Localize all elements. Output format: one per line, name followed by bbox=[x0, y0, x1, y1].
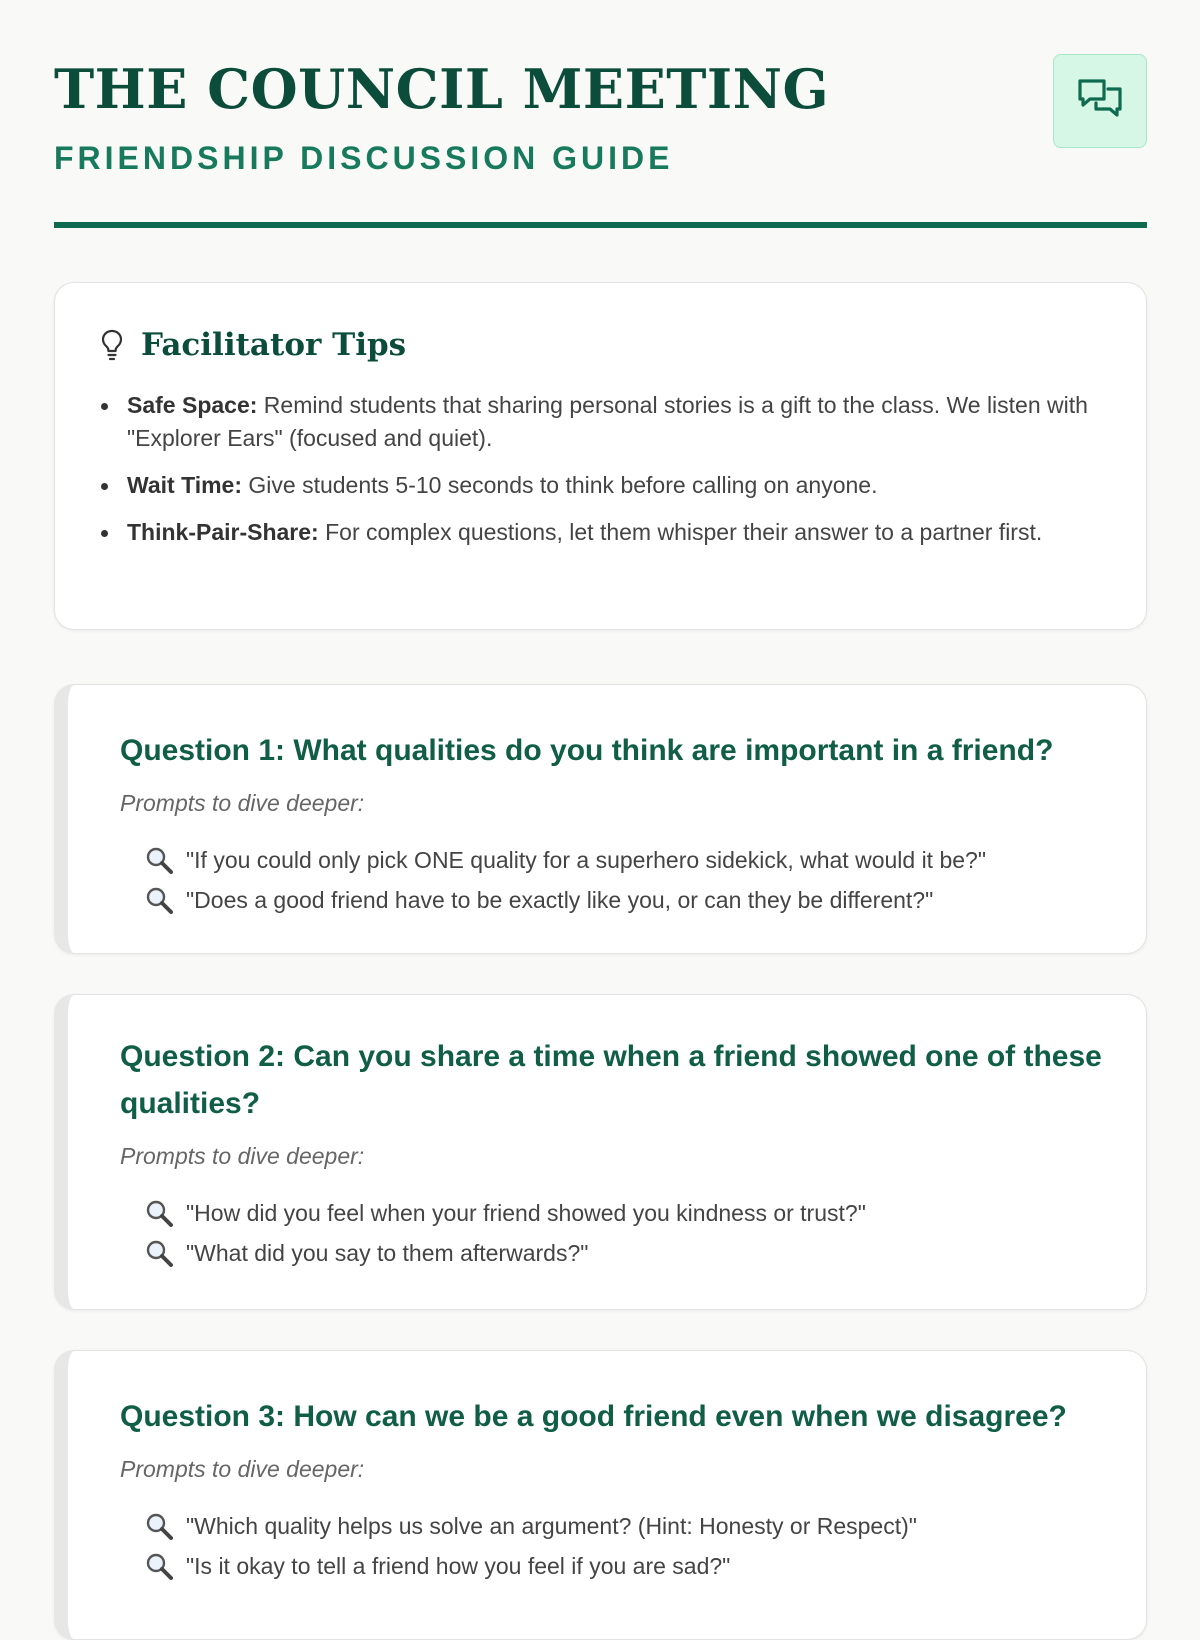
question-title: Question 2: Can you share a time when a friend showed one of these qualities? bbox=[120, 1040, 1102, 1120]
prompt-text: "How did you feel when your friend showed you kindness or trust?" bbox=[186, 1200, 866, 1226]
lightbulb-icon bbox=[99, 328, 125, 362]
tip-item bbox=[127, 469, 1102, 502]
tip-item bbox=[127, 389, 1102, 455]
question-card-1 bbox=[54, 684, 1147, 954]
prompt-text: "If you could only pick ONE quality for a superhero sidekick, what would it be?" bbox=[186, 847, 987, 873]
prompt-item bbox=[144, 1233, 1106, 1273]
tip-text: Remind students that sharing personal stories is a gift to the class. We listen with "Explorer Ears" (focused and quiet). bbox=[127, 392, 1088, 451]
question-title: Question 3: How can we be a good friend even when we disagree? bbox=[120, 1400, 1067, 1433]
question-card-3 bbox=[54, 1350, 1147, 1640]
magnifying-glass-icon bbox=[144, 845, 174, 875]
prompt-text: "Which quality helps us solve an argument? (Hint: Honesty or Respect)" bbox=[186, 1513, 917, 1539]
tip-text: Give students 5-10 seconds to think before calling on anyone. bbox=[242, 472, 878, 498]
tip-label: Think-Pair-Share: bbox=[127, 519, 319, 545]
prompt-item bbox=[144, 840, 1106, 880]
magnifying-glass-icon bbox=[144, 1198, 174, 1228]
page-title: THE COUNCIL MEETING bbox=[54, 57, 830, 121]
prompt-label: Prompts to dive deeper: bbox=[120, 790, 365, 816]
tip-label: Safe Space: bbox=[127, 392, 258, 418]
magnifying-glass-icon bbox=[144, 1511, 174, 1541]
tips-list bbox=[99, 389, 1102, 549]
header bbox=[54, 0, 1147, 228]
magnifying-glass-icon bbox=[144, 1551, 174, 1581]
prompt-item bbox=[144, 880, 1106, 920]
prompt-text: "Does a good friend have to be exactly like you, or can they be different?" bbox=[186, 887, 934, 913]
prompt-list bbox=[120, 840, 1106, 920]
chat-bubbles-badge bbox=[1053, 54, 1147, 148]
prompt-text: "Is it okay to tell a friend how you feel if you are sad?" bbox=[186, 1553, 731, 1579]
question-title: Question 1: What qualities do you think are important in a friend? bbox=[120, 734, 1054, 767]
tip-item bbox=[127, 516, 1102, 549]
prompt-item bbox=[144, 1506, 1106, 1546]
tips-title: Facilitator Tips bbox=[141, 327, 407, 363]
magnifying-glass-icon bbox=[144, 885, 174, 915]
prompt-label: Prompts to dive deeper: bbox=[120, 1456, 365, 1482]
tip-label: Wait Time: bbox=[127, 472, 243, 498]
prompt-list bbox=[120, 1506, 1106, 1586]
page-subtitle: FRIENDSHIP DISCUSSION GUIDE bbox=[54, 140, 674, 176]
magnifying-glass-icon bbox=[144, 1238, 174, 1268]
prompt-item bbox=[144, 1193, 1106, 1233]
prompt-item bbox=[144, 1546, 1106, 1586]
prompt-list bbox=[120, 1193, 1106, 1273]
tip-text: For complex questions, let them whisper their answer to a partner first. bbox=[318, 519, 1043, 545]
page bbox=[54, 0, 1147, 1579]
tips-heading bbox=[99, 323, 1102, 367]
prompt-text: "What did you say to them afterwards?" bbox=[186, 1240, 589, 1266]
question-card-2 bbox=[54, 994, 1147, 1310]
chat-bubbles-icon bbox=[1074, 75, 1126, 127]
facilitator-tips-card bbox=[54, 282, 1147, 630]
prompt-label: Prompts to dive deeper: bbox=[120, 1143, 365, 1169]
